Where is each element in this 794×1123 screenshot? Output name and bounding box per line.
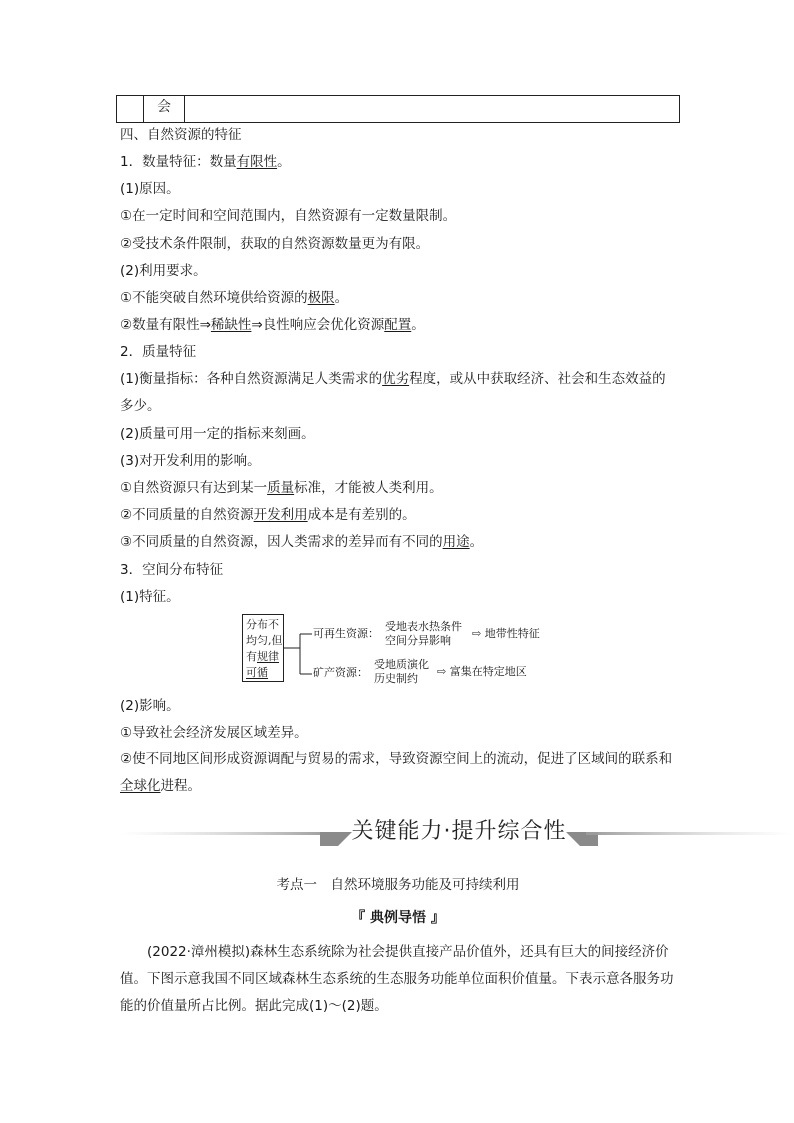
- text-line: ①在一定时间和空间范围内，自然资源有一定数量限制。: [120, 208, 457, 224]
- diagram-box-line: 均匀,但: [246, 634, 283, 647]
- text-line: (1)特征。: [120, 589, 180, 605]
- section-heading: 四、自然资源的特征: [120, 127, 242, 143]
- text-paragraph: ②使不同地区间形成资源调配与贸易的需求，导致资源空间上的流动，促进了区域间的联系和全球化进程。: [120, 751, 673, 794]
- mineral-cond-2: 历史制约: [374, 672, 418, 685]
- mineral-cond-1: 受地质演化: [374, 658, 429, 671]
- diagram-bracket: [242, 612, 322, 688]
- text-line: (2)利用要求。: [120, 263, 207, 279]
- text-line: ①不能突破自然环境供给资源的极限。: [120, 290, 349, 306]
- mineral-label: 矿产资源：: [313, 666, 368, 679]
- diagram-box-line: 有规律: [246, 650, 279, 663]
- example-paragraph: (2022·漳州模拟)森林生态系统除为社会提供直接产品价值外，还具有巨大的间接经济价值。下图示意我国不同区域森林生态系统的生态服务功能单位面积价值量。下表示意各服务功能的价值量所占比例。据此完成(1)～(2)题。: [120, 944, 674, 1014]
- table-cell-empty: [117, 96, 144, 122]
- distribution-diagram: [242, 612, 562, 688]
- renewable-cond-1: 受地表水热条件: [385, 620, 462, 633]
- renewable-result: ⇨ 地带性特征: [472, 627, 540, 640]
- table-cell: 会: [144, 96, 185, 122]
- subsection-title: 1．数量特征：数量有限性。: [120, 154, 291, 170]
- subsection-title: 2．质量特征: [120, 344, 197, 360]
- text-line: (2)影响。: [120, 698, 180, 714]
- text-line: (1)原因。: [120, 181, 180, 197]
- diagram-box-line: 可循: [246, 666, 268, 679]
- table-fragment: [116, 95, 680, 123]
- text-line: ②数量有限性⇒稀缺性⇒良性响应会优化资源配置。: [120, 317, 425, 333]
- text-line: ②不同质量的自然资源开发利用成本是有差别的。: [120, 507, 416, 523]
- text-line: ②受技术条件限制，获取的自然资源数量更为有限。: [120, 236, 430, 252]
- text-line: (3)对开发利用的影响。: [120, 453, 261, 469]
- example-heading: 『 典例导悟 』: [351, 910, 445, 926]
- text-line: (2)质量可用一定的指标来刻画。: [120, 426, 315, 442]
- banner-title: 关键能力·提升综合性: [351, 819, 567, 844]
- renewable-label: 可再生资源：: [313, 627, 379, 640]
- subsection-title: 3．空间分布特征: [120, 562, 224, 578]
- section-banner: [120, 818, 792, 854]
- text-line: ①自然资源只有达到某一质量标准，才能被人类利用。: [120, 480, 443, 496]
- text-line: ③不同质量的自然资源，因人类需求的差异而有不同的用途。: [120, 534, 484, 550]
- diagram-box-line: 分布不: [246, 618, 279, 631]
- mineral-result: ⇨ 富集在特定地区: [437, 665, 527, 678]
- renewable-cond-2: 空间分异影响: [385, 634, 451, 647]
- kaodian-title: 考点一 自然环境服务功能及可持续利用: [276, 877, 520, 893]
- table-cell-empty: [185, 96, 679, 122]
- text-paragraph: (1)衡量指标：各种自然资源满足人类需求的优劣程度，或从中获取经济、社会和生态效益的多少。: [120, 371, 666, 414]
- text-line: ①导致社会经济发展区域差异。: [120, 725, 308, 741]
